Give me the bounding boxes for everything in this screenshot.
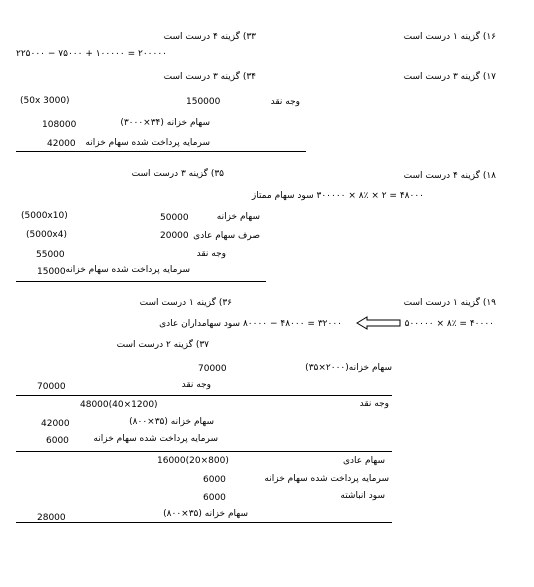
- q19-calc: ۴۰۰۰۰ = ۸٪ × ۵۰۰۰۰۰: [404, 319, 494, 329]
- q37-c1-mid: 16000(20×800): [157, 456, 229, 466]
- q37-c4-left: 28000: [37, 513, 66, 523]
- q37-b1-mid: 48000(40×1200): [80, 400, 158, 410]
- q35-r2-mid: 20000: [160, 231, 189, 241]
- q37-a2-label: وجه نقد: [181, 380, 211, 390]
- q34-r1-left: (50x 3000): [20, 96, 70, 106]
- q35-r3-label: وجه نقد: [196, 249, 226, 259]
- q35-r2-label: صرف سهام عادی: [193, 231, 260, 241]
- q19-answer: ۱۹) گزینه ۱ درست است: [403, 298, 496, 308]
- q16-answer: ۱۶) گزینه ۱ درست است: [403, 32, 496, 42]
- q34-r3-left: 42000: [47, 139, 76, 149]
- q37-c2-label: سرمایه پرداخت شده سهام خزانه: [264, 474, 389, 484]
- q34-r1-label: وجه نقد: [270, 97, 300, 107]
- q37-b2-left: 42000: [41, 419, 70, 429]
- q35-r1-mid: 50000: [160, 213, 189, 223]
- q37-c3-mid: 6000: [203, 493, 226, 503]
- q37-b1-label: وجه نقد: [359, 399, 389, 409]
- q37-answer: ۳۷) گزینه ۲ درست است: [116, 340, 209, 350]
- q34-rule: [16, 151, 306, 152]
- q35-r3-left: 55000: [36, 250, 65, 260]
- q37-c2-mid: 6000: [203, 475, 226, 485]
- q37-c1-label: سهام عادی: [342, 456, 385, 466]
- q37-rule-c: [16, 522, 392, 523]
- q34-r2-left: 108000: [42, 120, 77, 130]
- q35-answer: ۳۵) گزینه ۳ درست است: [131, 169, 224, 179]
- left-arrow-icon: [356, 316, 402, 330]
- q37-a1-label: سهام خزانه(۲۰۰۰×۳۵): [305, 363, 392, 373]
- q37-rule-b: [16, 451, 392, 452]
- q33-calc: ۲۰۰۰۰۰ = ۱۰۰۰۰۰ + ۷۵۰۰۰ − ۲۲۵۰۰۰: [16, 49, 168, 59]
- q33-answer: ۳۳) گزینه ۴ درست است: [163, 32, 256, 42]
- q34-r2-label: سهام خزانه (۳۴×۳۰۰۰): [120, 118, 210, 128]
- q18-answer: ۱۸) گزینه ۴ درست است: [403, 171, 496, 181]
- q36-calc: ۳۲۰۰۰ = ۴۸۰۰۰ − ۸۰۰۰۰ سود سهامداران عادی: [159, 319, 342, 329]
- q18-calc: ۴۸۰۰۰ = ۲ × ۸٪ × ۳۰۰۰۰۰ سود سهام ممتاز: [251, 191, 424, 201]
- q35-r1-label: سهام خزانه: [216, 212, 260, 222]
- q35-r1-left: (5000x10): [21, 211, 68, 221]
- q34-answer: ۳۴) گزینه ۳ درست است: [163, 72, 256, 82]
- q37-rule-a: [16, 395, 392, 396]
- q37-b3-left: 6000: [46, 436, 69, 446]
- q37-a2-left: 70000: [37, 382, 66, 392]
- q35-rule: [16, 281, 266, 282]
- q35-r2-left: (5000x4): [26, 230, 67, 240]
- q37-c3-label: سود انباشته: [340, 491, 385, 501]
- q34-r3-label: سرمایه پرداخت شده سهام خزانه: [85, 138, 210, 148]
- q37-b3-label: سرمایه پرداخت شده سهام خزانه: [93, 434, 218, 444]
- q17-answer: ۱۷) گزینه ۳ درست است: [403, 72, 496, 82]
- q35-r4-left: 15000: [37, 267, 66, 277]
- q34-r1-mid: 150000: [186, 97, 221, 107]
- q36-answer: ۳۶) گزینه ۱ درست است: [139, 298, 232, 308]
- q37-a1-mid: 70000: [198, 364, 227, 374]
- q37-b2-label: سهام خزانه (۳۵×۸۰۰): [129, 417, 214, 427]
- q35-r4-label: سرمایه پرداخت شده سهام خزانه: [65, 265, 190, 275]
- q37-c4-label: سهام خزانه (۳۵×۸۰۰): [163, 509, 248, 519]
